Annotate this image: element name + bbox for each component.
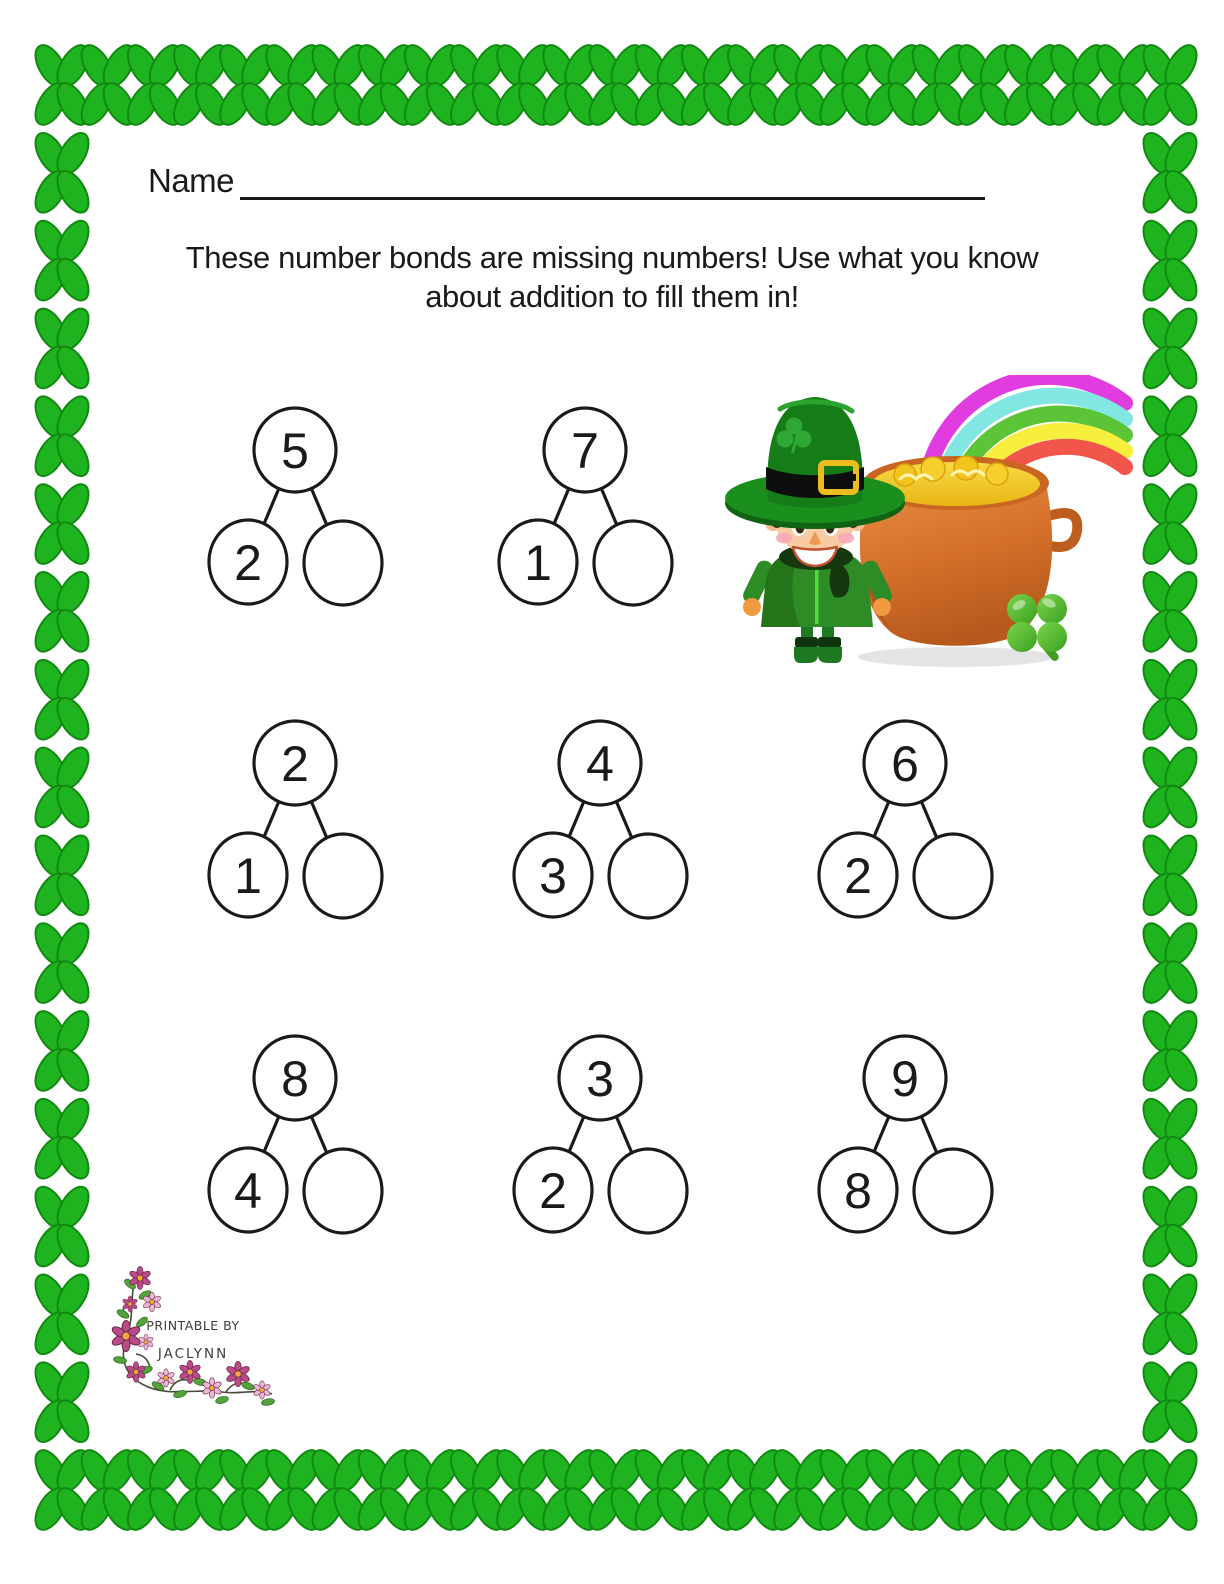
shamrock-border-icon bbox=[29, 391, 95, 481]
bond-total: 8 bbox=[281, 1051, 309, 1107]
bond-total: 3 bbox=[586, 1051, 614, 1107]
bond-total: 5 bbox=[281, 423, 309, 479]
number-bond-5 bbox=[178, 395, 412, 615]
shamrock-border-icon bbox=[29, 567, 95, 657]
instructions-line-1: These number bonds are missing numbers! Use what you know bbox=[185, 240, 1039, 275]
leprechaun-illustration bbox=[700, 375, 1140, 675]
shamrock-border-icon bbox=[29, 304, 95, 394]
number-bond-4 bbox=[483, 708, 717, 928]
bond-part-left: 2 bbox=[844, 848, 872, 904]
name-blank-line bbox=[240, 160, 985, 200]
number-bond-6 bbox=[788, 708, 1022, 928]
bond-part-left: 4 bbox=[234, 1163, 262, 1219]
shamrock-border-icon bbox=[1137, 567, 1203, 657]
shamrock-border-icon bbox=[1137, 655, 1203, 745]
shamrock-border-icon bbox=[29, 918, 95, 1008]
shamrock-border-icon bbox=[29, 128, 95, 218]
shamrock-border-icon bbox=[1137, 479, 1203, 569]
credit-line-2: JACLYNN bbox=[157, 1346, 229, 1362]
number-bond-3 bbox=[483, 1023, 717, 1243]
shamrock-border-icon bbox=[1137, 1269, 1203, 1359]
shamrock-border-icon bbox=[29, 479, 95, 569]
bond-part-left: 8 bbox=[844, 1163, 872, 1219]
shamrock-border-icon bbox=[1137, 1357, 1203, 1447]
flower-vine-icon bbox=[100, 1262, 280, 1417]
bond-total: 4 bbox=[586, 736, 614, 792]
shamrock-border-icon bbox=[1137, 1094, 1203, 1184]
shamrock-border-icon bbox=[1137, 304, 1203, 394]
bond-total: 2 bbox=[281, 736, 309, 792]
bond-part-left: 2 bbox=[539, 1163, 567, 1219]
bond-total: 9 bbox=[891, 1051, 919, 1107]
credit-stamp bbox=[100, 1262, 280, 1417]
shamrock-border-icon bbox=[1137, 391, 1203, 481]
shamrock-border-icon bbox=[29, 1269, 95, 1359]
shamrock-border-icon bbox=[29, 1094, 95, 1184]
bond-part-left: 1 bbox=[524, 535, 552, 591]
shamrock-border-icon bbox=[1137, 743, 1203, 833]
instructions-line-2: about addition to fill them in! bbox=[425, 279, 799, 314]
bond-total: 7 bbox=[571, 423, 599, 479]
bond-part-left: 2 bbox=[234, 535, 262, 591]
shamrock-border-icon bbox=[1137, 1006, 1203, 1096]
shamrock-border-icon bbox=[1137, 40, 1203, 130]
bond-total: 6 bbox=[891, 736, 919, 792]
number-bond-2 bbox=[178, 708, 412, 928]
shamrock-border-icon bbox=[29, 1006, 95, 1096]
shamrock-border-icon bbox=[1137, 918, 1203, 1008]
number-bond-7 bbox=[468, 395, 702, 615]
shamrock-border-icon bbox=[29, 1182, 95, 1272]
name-label: Name bbox=[148, 162, 235, 199]
shamrock-border-icon bbox=[1137, 128, 1203, 218]
number-bond-8 bbox=[178, 1023, 412, 1243]
number-bond-9 bbox=[788, 1023, 1022, 1243]
shamrock-border-icon bbox=[1137, 1182, 1203, 1272]
bond-part-left: 1 bbox=[234, 848, 262, 904]
shamrock-border-icon bbox=[29, 743, 95, 833]
shamrock-border-icon bbox=[29, 655, 95, 745]
instructions bbox=[0, 238, 1224, 316]
shamrock-border-icon bbox=[1137, 1445, 1203, 1535]
shamrock-border-icon bbox=[29, 830, 95, 920]
bond-part-left: 3 bbox=[539, 848, 567, 904]
credit-line-1: PRINTABLE BY bbox=[146, 1318, 240, 1333]
shamrock-border-icon bbox=[1137, 830, 1203, 920]
shamrock-border-icon bbox=[29, 1357, 95, 1447]
